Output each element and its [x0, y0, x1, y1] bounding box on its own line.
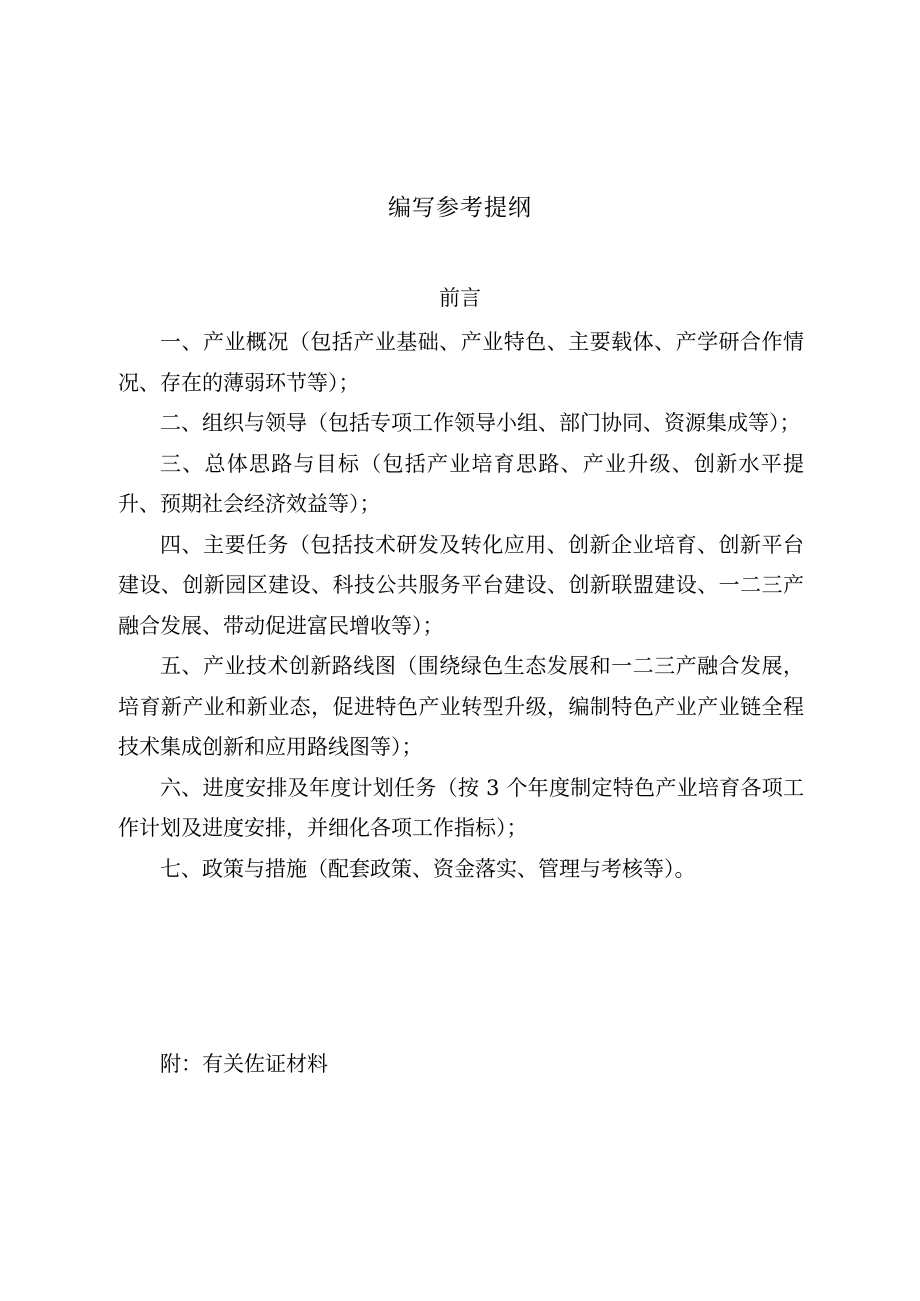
appendix-note: 附：有关佐证材料 [160, 1052, 328, 1076]
outline-section-3: 三、总体思路与目标（包括产业培育思路、产业升级、创新水平提升、预期社会经济效益等）； [118, 451, 804, 516]
document-title: 编写参考提纲 [388, 195, 532, 221]
outline-body [118, 322, 804, 889]
outline-section-2: 二、组织与领导（包括专项工作领导小组、部门协同、资源集成等）； [160, 411, 801, 435]
outline-section-1: 一、产业概况（包括产业基础、产业特色、主要载体、产学研合作情况、存在的薄弱环节等）； [118, 330, 804, 395]
outline-section-4: 四、主要任务（包括技术研发及转化应用、创新企业培育、创新平台建设、创新园区建设、科技公共服务平台建设、创新联盟建设、一二三产融合发展、带动促进富民增收等）； [118, 532, 804, 638]
outline-section-6: 六、进度安排及年度计划任务（按 3 个年度制定特色产业培育各项工作计划及进度安排，并细化各项工作指标）； [118, 775, 804, 840]
outline-section-7: 七、政策与措施（配套政策、资金落实、管理与考核等）。 [160, 856, 696, 881]
preface-heading: 前言 [439, 286, 481, 310]
outline-section-5: 五、产业技术创新路线图（围绕绿色生态发展和一二三产融合发展，培育新产业和新业态，促进特色产业转型升级，编制特色产业产业链全程技术集成创新和应用路线图等）； [118, 654, 804, 759]
